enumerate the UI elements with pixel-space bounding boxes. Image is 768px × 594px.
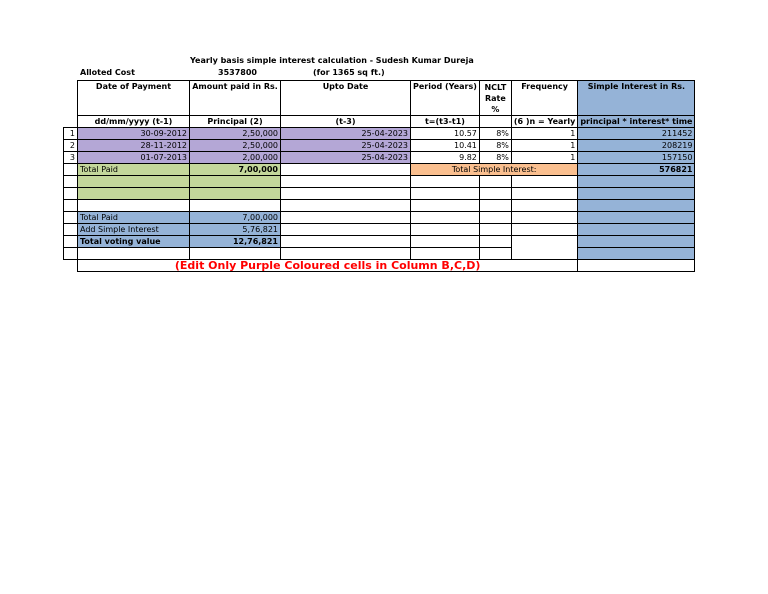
amount-cell[interactable]: 2,50,000 — [190, 128, 281, 140]
total-paid-row — [64, 164, 695, 176]
total-simple-interest-value: 576821 — [578, 164, 695, 176]
summary-value: 5,76,821 — [190, 224, 281, 236]
period-cell: 10.41 — [411, 140, 480, 152]
header-simple-interest: Simple Interest in Rs. — [578, 81, 695, 116]
empty-row — [64, 188, 695, 200]
subheader-simple-interest: principal * interest* time — [578, 116, 695, 128]
header-upto: Upto Date — [281, 81, 411, 116]
total-paid-amount: 7,00,000 — [190, 164, 281, 176]
summary-row — [64, 236, 695, 248]
header-amount: Amount paid in Rs. — [190, 81, 281, 116]
simple-interest-cell: 211452 — [578, 128, 695, 140]
upto-date-cell[interactable]: 25-04-2023 — [281, 128, 411, 140]
summary-value: 7,00,000 — [190, 212, 281, 224]
header-period: Period (Years) — [411, 81, 480, 116]
simple-interest-cell: 208219 — [578, 140, 695, 152]
summary-label: Total voting value — [78, 236, 190, 248]
header-date: Date of Payment — [78, 81, 190, 116]
area-label: (for 1365 sq ft.) — [313, 68, 385, 77]
frequency-cell: 1 — [511, 152, 577, 164]
empty-row — [64, 248, 695, 260]
upto-date-cell[interactable]: 25-04-2023 — [281, 140, 411, 152]
row-number: 1 — [64, 128, 78, 140]
rate-cell: 8% — [479, 152, 511, 164]
period-cell: 10.57 — [411, 128, 480, 140]
empty-row — [64, 176, 695, 188]
rate-cell: 8% — [479, 140, 511, 152]
table-row — [64, 128, 695, 140]
alloted-cost-value: 3537800 — [218, 68, 257, 77]
subheader-date: dd/mm/yyyy (t-1) — [78, 116, 190, 128]
header-frequency: Frequency — [511, 81, 577, 116]
amount-cell[interactable]: 2,00,000 — [190, 152, 281, 164]
row-number: 2 — [64, 140, 78, 152]
subheader-frequency: (6 )n = Yearly — [511, 116, 577, 128]
simple-interest-cell: 157150 — [578, 152, 695, 164]
rate-cell: 8% — [479, 128, 511, 140]
summary-row — [64, 212, 695, 224]
note-row — [64, 260, 695, 272]
payment-date-cell[interactable]: 01-07-2013 — [78, 152, 190, 164]
frequency-cell: 1 — [511, 128, 577, 140]
table-row — [64, 152, 695, 164]
subheader-upto: (t-3) — [281, 116, 411, 128]
sheet-title: Yearly basis simple interest calculation - Sudesh Kumar Dureja — [190, 56, 474, 65]
subheader-period: t=(t3-t1) — [411, 116, 480, 128]
amount-cell[interactable]: 2,50,000 — [190, 140, 281, 152]
alloted-cost-label: Alloted Cost — [80, 68, 135, 77]
header-row — [64, 81, 695, 116]
payment-date-cell[interactable]: 28-11-2012 — [78, 140, 190, 152]
summary-row — [64, 224, 695, 236]
table-row — [64, 140, 695, 152]
frequency-cell: 1 — [511, 140, 577, 152]
header-rate: NCLT Rate % — [479, 81, 511, 116]
summary-value: 12,76,821 — [190, 236, 281, 248]
subheader-rate — [479, 116, 511, 128]
upto-date-cell[interactable]: 25-04-2023 — [281, 152, 411, 164]
empty-row — [64, 200, 695, 212]
row-number: 3 — [64, 152, 78, 164]
summary-label: Total Paid — [78, 212, 190, 224]
summary-label: Add Simple Interest — [78, 224, 190, 236]
total-simple-interest-label: Total Simple Interest: — [411, 164, 578, 176]
subheader-amount: Principal (2) — [190, 116, 281, 128]
interest-table — [63, 80, 695, 272]
edit-note: (Edit Only Purple Coloured cells in Column B,C,D) — [78, 260, 578, 272]
period-cell: 9.82 — [411, 152, 480, 164]
total-paid-label: Total Paid — [78, 164, 190, 176]
subheader-row — [64, 116, 695, 128]
payment-date-cell[interactable]: 30-09-2012 — [78, 128, 190, 140]
